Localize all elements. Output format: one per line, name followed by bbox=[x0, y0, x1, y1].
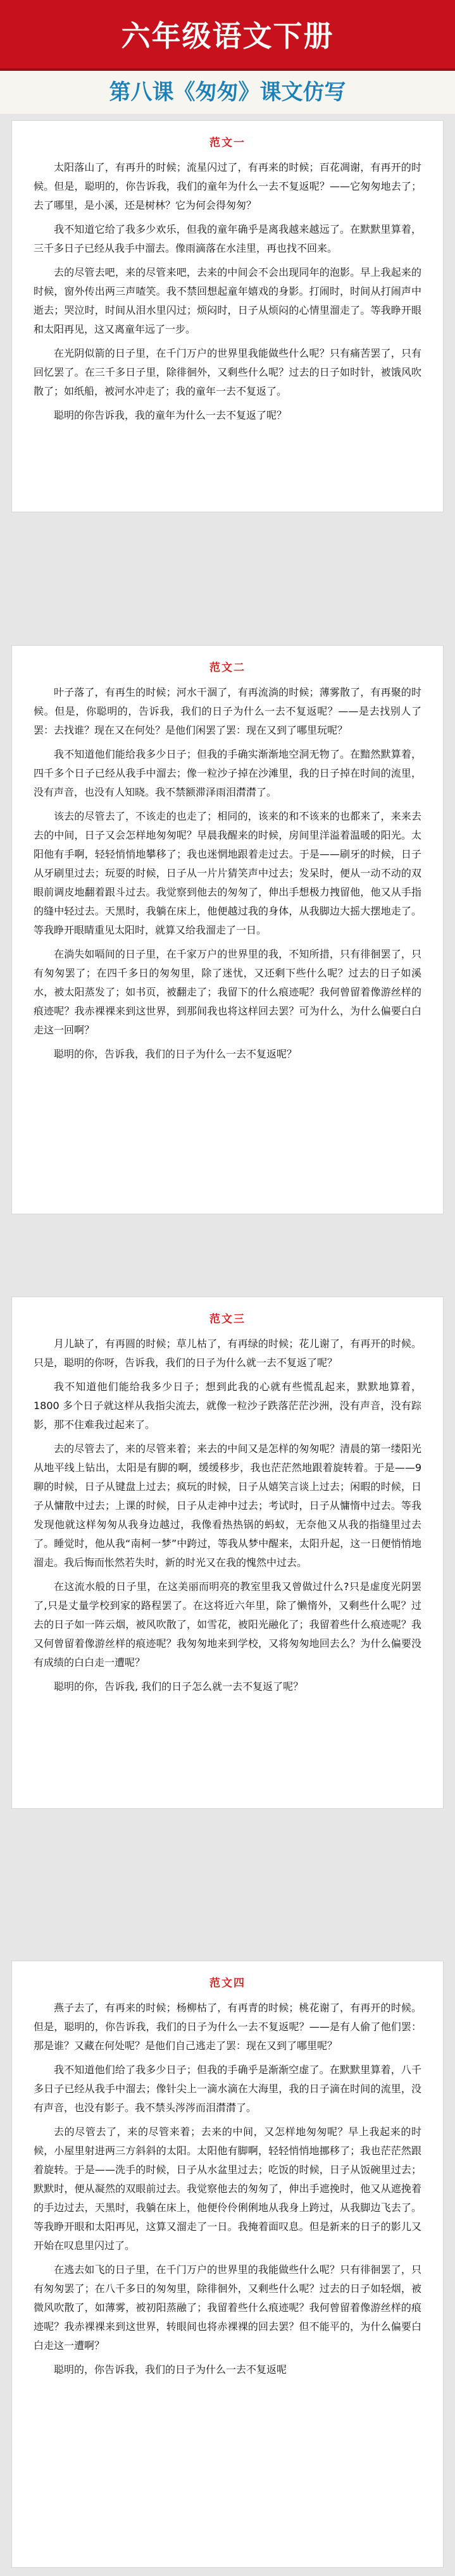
article-paragraph: 去的尽管去吧，来的尽管来吧，去来的中间会不会出现同年的泡影。早上我起来的时候，窗外传出两三声喳笑。我不禁回想起童年嬉戏的身影。打闹时，时间从打闹声中逝去；哭泣时，时间从泪水里闪过；烦闷时，日子从烦闷的心情里溜走了。等我睁开眼和太阳再见，这又离童年远了一步。 bbox=[34, 266, 421, 335]
article-paragraph: 去的尽管去了，来的尽管来着；来去的中间又是怎样的匆匆呢？清晨的第一缕阳光从地平线上钻出，太阳是有脚的啊，缓缓移步，我也茫茫然地跟着旋转着。于是——9 聊的时候，日子从键盘上过去；疯玩的时候，日子从嬉笑言谈上过去；闲暇的时候，日子从慵散中过去；上课的时候，日子从走神中过去；考试时，日子从慵惰中过去。等我发现他就这样匆匆从我身边越过，我像看热热锅的蚂蚁，无奈他又从我的指缝里过去了。睡觉时，他从我“南柯一梦”中跨过，等我从梦中醒来，太阳升起，这一日便悄悄地溜走。我后悔而怅然若失时，新的时光又在我的愧然中过去。 bbox=[34, 1443, 421, 1568]
article-paragraph: 在淌失如嗝间的日子里，在千家万户的世界里的我，不知所措，只有徘徊罢了，只有匆匆罢了；在四千多日的匆匆里，除了迷忧，又还剩下些什么呢？过去的日子如溪水，被太阳蒸发了；如书页，被翻走了；我留下的什么痕迹呢？我何曾留着像游丝样的痕迹呢？我赤裸裸来到这世界，到那间我也将这样回去罢？可为什么，为什么偏要白白走这一回啊？ bbox=[34, 948, 421, 1036]
page-title: 六年级语文下册 bbox=[121, 19, 334, 53]
article-paragraph: 我不知道它给了我多少欢乐，但我的童年确乎是离我越来越远了。在默默里算着，三千多日子已经从我手中溜去。像雨滴落在水洼里，再也找不回来。 bbox=[34, 223, 421, 254]
page-subtitle: 第八课《匆匆》课文仿写 bbox=[109, 80, 346, 105]
article-card-1 bbox=[11, 120, 444, 512]
article-card-4 bbox=[11, 1961, 444, 2568]
article-paragraph: 聪明的你，告诉我，我们的日子为什么一去不复返呢？ bbox=[54, 1048, 297, 1060]
article-heading: 范文三 bbox=[209, 1313, 246, 1326]
article-paragraph: 在逃去如飞的日子里，在千门万户的世界里的我能做些什么呢？只有徘徊罢了，只有匆匆罢了；在八千多日的匆匆里，除徘徊外，又剩些什么呢？过去的日子如轻烟，被微风吹散了，如薄雾，被初阳蒸融了；我留着些什么痕迹呢？我何曾留着像游丝样的痕迹呢？我赤裸裸来到这世界，转眼间也将赤裸裸的回去罢？但不能平的，为什么偏要白白走这一遭啊？ bbox=[34, 2264, 421, 2351]
article-card-3 bbox=[11, 1297, 444, 1809]
article-paragraph: 在光阴似箭的日子里，在千门万户的世界里我能做些什么呢？只有痛苦罢了，只有回忆罢了。在三千多日子里，除徘徊外，又剩些什么呢？过去的日子如时针，被饿风吹散了；如纸船，被河水冲走了；我的童年一去不复返了。 bbox=[34, 347, 421, 397]
article-paragraph: 我不知道他们能给我多少日子；想到此我的心就有些慌乱起来，默默地算着，1800 多个日子就这样从我指尖流去，就像一粒沙子跌落茫茫沙洲，没有声音，没有踪影，那不住难我过起来了。 bbox=[34, 1381, 421, 1431]
article-paragraph: 去的尽管去了，来的尽管来着；去来的中间，又怎样地匆匆呢？早上我起来的时候，小屋里射进两三方斜斜的太阳。太阳他有脚啊，轻轻悄悄地挪移了；我也茫茫然跟着旋转。于是——洗手的时候，日子从水盆里过去；吃饭的时候，日子从饭碗里过去；默默时，便从凝然的双眼前过去。我觉察他去的匆匆了，伸出手遮挽时，他又从遮挽着的手边过去，天黑时，我躺在床上，他便伶伶俐俐地从我身上跨过，从我脚边飞去了。等我睁开眼和太阳再见，这算又溜走了一日。我掩着面叹息。但是新来的日子的影儿又开始在叹息里闪过了。 bbox=[34, 2126, 421, 2252]
article-paragraph: 太阳落山了，有再升的时候；流星闪过了，有再来的时候；百花凋谢，有再开的时候。但是，聪明的，你告诉我，我们的童年为什么一去不复返呢？——它匆匆地去了；去了哪里，是小溪，还是树林？它为何会得匆匆？ bbox=[34, 161, 421, 211]
article-paragraph: 该去的尽管去了，不该走的也走了；相同的，该来的和不该来的也都来了，来来去去的中间，日子又会怎样地匆匆呢？早晨我醒来的时候，房间里洋溢着温暖的阳光。太阳他有手啊，轻轻悄悄地攀移了；我也迷惘地跟着走过去。于是——刷牙的时候，日子从牙刷里过去；玩耍的时候，日子从一片片猜笑声中过去；发呆时，便从一动不动的双眼前调皮地翻着跟斗过去。我觉察到他去的匆匆了，伸出手想极力拽留他，他又从手指的缝中轻过去。天黑时，我躺在床上，他便越过我的身体，从我脚边大摇大摆地走了。等我睁开眼睛重见太阳时，就算又给我溜走了一日。 bbox=[34, 810, 421, 936]
article-paragraph: 聪明的，你告诉我，我们的日子为什么一去不复返呢 bbox=[54, 2363, 287, 2376]
article-heading: 范文四 bbox=[209, 1977, 246, 1990]
article-paragraph: 燕子去了，有再来的时候；杨柳枯了，有再青的时候；桃花谢了，有再开的时候。但是，聪明的，你告诉我，我们的日子为什么一去不复返呢？——是有人偷了他们罢：那是谁？又藏在何处呢？是他们自己逃走了罢：现在又到了哪里呢？ bbox=[34, 2002, 421, 2052]
article-body bbox=[12, 158, 443, 443]
article-paragraph: 聪明的你告诉我，我的童年为什么一去不复返了呢？ bbox=[54, 409, 287, 421]
article-body bbox=[12, 1999, 443, 2397]
article-paragraph: 叶子落了，有再生的时候；河水干涸了，有再流淌的时候；薄雾散了，有再聚的时候。但是，你聪明的，告诉我，我们的日子为什么一去不复返呢？——是去找别人了罢：去找谁？现在又在何处？是他们闲罢了罢：现在又到了哪里玩呢？ bbox=[34, 686, 421, 736]
article-heading: 范文二 bbox=[209, 662, 246, 674]
article-card-2 bbox=[11, 645, 444, 1214]
page-header bbox=[0, 0, 455, 114]
article-paragraph: 在这流水般的日子里，在这美丽而明亮的教室里我又曾做过什么?只是虚度光阴罢了,只是丈量学校到家的路程罢了。在这将近六年里，除了懒惰外，又剩些什么呢？过去的日子如一阵云烟，被风吹散了，如雪花，被阳光融化了；我留着些什么痕迹呢？我又何曾留着像游丝样的痕迹呢？我匆匆地来到学校，又将匆匆地回去么？为什么偏要没有成绩的白白走一遭呢？ bbox=[34, 1581, 421, 1668]
article-paragraph: 聪明的你，告诉我, 我们的日子怎么就一去不复返了呢？ bbox=[54, 1680, 304, 1692]
article-paragraph: 我不知道他们给了我多少日子；但我的手确乎是渐渐空虚了。在默默里算着，八千多日子已经从我手中溜去；像针尖上一滴水滴在大海里，我的日子滴在时间的流里，没有声音，也没有影子。我不禁头涔涔而泪潸潸了。 bbox=[34, 2064, 421, 2114]
title-banner bbox=[0, 0, 455, 71]
article-body bbox=[12, 683, 443, 1082]
article-heading: 范文一 bbox=[209, 137, 246, 149]
article-paragraph: 我不知道他们能给我多少日子；但我的手确实渐渐地空洞无物了。在黯然默算着，四千多个日子已经从我手中溜去；像一粒沙子掉在沙滩里，我的日子掉在时间的流里，没有声音，也没有人知晓。我不禁额滞泽雨泪潸潸了。 bbox=[34, 748, 421, 798]
article-paragraph: 月儿缺了，有再圆的时候；草儿枯了，有再绿的时候；花儿谢了，有再开的时候。只是，聪明的你呀，告诉我，我们的日子为什么就一去不复返了呢？ bbox=[34, 1338, 421, 1369]
article-body bbox=[12, 1334, 443, 1714]
